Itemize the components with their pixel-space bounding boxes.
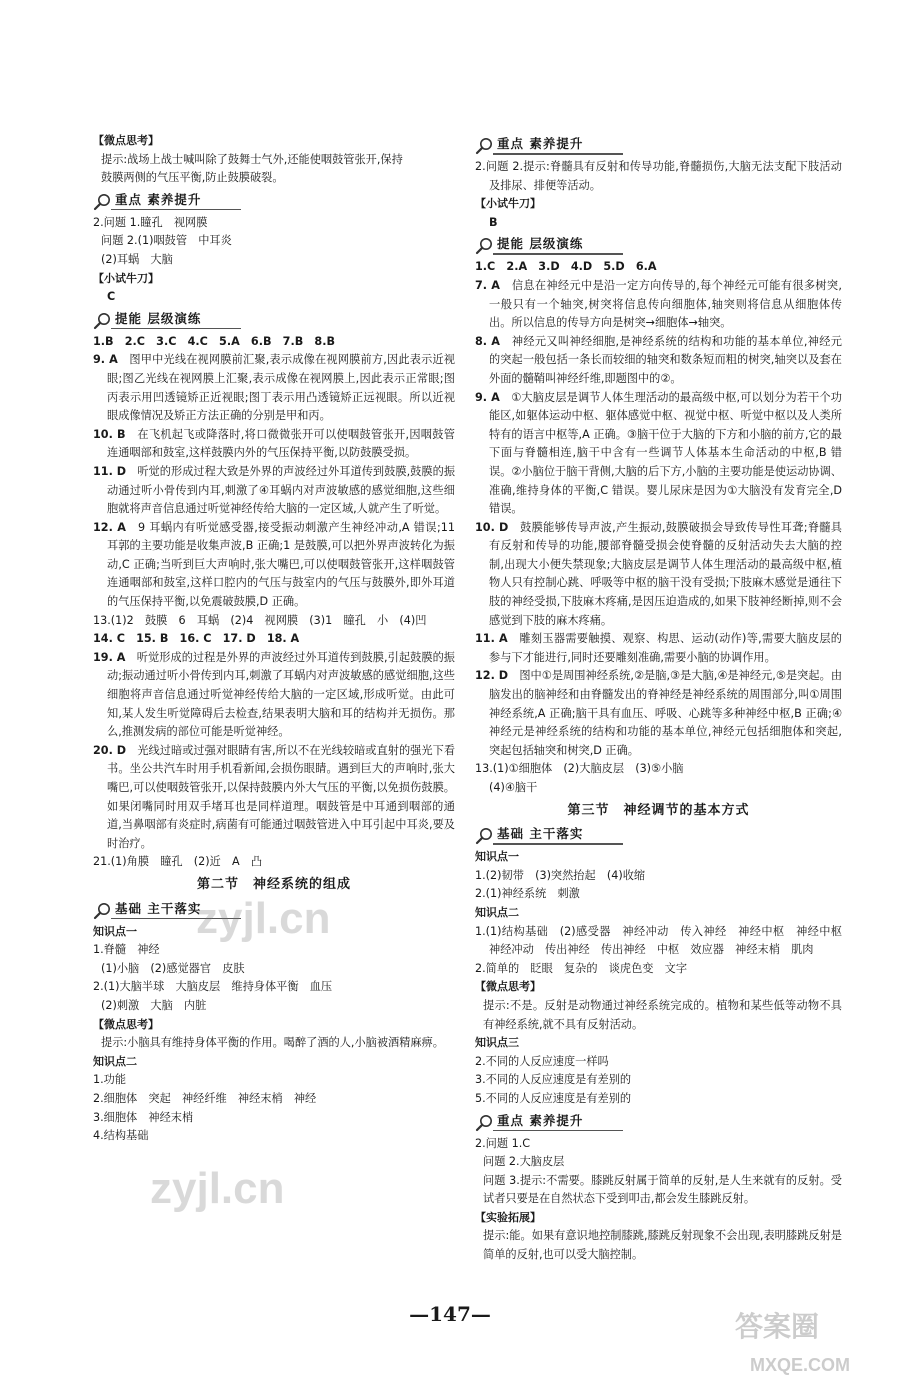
answer-item: 12. A 9 耳蜗内有听觉感受器,接受振动刺激产生神经冲动,A 错误;11 耳郭的主要功能是收集声波,B 正确;1 是鼓膜,可以把外界声波转化为振动,C 正确;当听到巨大声响时,张大嘴巴,可以使咽鼓管张开,这样咽鼓管连通咽部和鼓室,这样口腔内的气压与鼓室内的气压与鼓膜外,即外耳道的气压保持平衡,以免震破鼓膜,D 正确。 [93, 520, 455, 609]
knowledge-label: 知识点二 [475, 905, 519, 919]
answer-item: 13.(1)2 鼓膜 6 耳蜗 (2)4 视网膜 (3)1 瞳孔 小 (4)凹 [93, 613, 427, 627]
answer-line: 问题 2.(1)咽鼓管 中耳炎 [101, 234, 232, 248]
section-header: 重点 素养提升 [475, 1111, 842, 1133]
answer-item: 11. D 听觉的形成过程大致是外界的声波经过外耳道传到鼓膜,鼓膜的振动通过听小骨传到内耳,刺激了④耳蜗内对声波敏感的感觉细胞,这些细胞就将声音信息通过听觉神经传给大脑的一定区域,人就产生了听觉。 [93, 464, 456, 516]
tip-text: 提示:战场上战士喊叫除了鼓舞士气外,还能使咽鼓管张开,保持 鼓膜两侧的气压平衡,防止鼓膜破裂。 [101, 152, 403, 185]
experiment-label: 【实验拓展】 [475, 1210, 541, 1224]
section-header: 重点 素养提升 [475, 134, 842, 156]
magnifier-icon [475, 137, 493, 155]
answer-line: 1.C 2.A 3.D 4.D 5.D 6.A [475, 260, 657, 274]
magnifier-icon [475, 1114, 493, 1132]
tip-text: 提示:不是。反射是动物通过神经系统完成的。植物和某些低等动物不具有神经系统,就不具有反射活动。 [483, 998, 842, 1031]
magnifier-icon [475, 827, 493, 845]
section-header: 基础 主干落实 [93, 899, 455, 921]
answer-line: 问题 2.大脑皮层 [483, 1155, 565, 1169]
answer-item: 12. D 图中①是周围神经系统,②是脑,③是大脑,④是神经元,⑤是突起。由脑发出的脑神经和由脊髓发出的脊神经是神经系统的周围部分,叫①周围神经系统,A 正确;脑干具有血压、呼吸、心跳等多种神经中枢,B 正确;④神经元是神经系统的结构和功能的基本单位,神经元包括细胞体和突起,突起包括轴突和树突,D 正确。 [475, 669, 843, 757]
answer-item: 7. A 信息在神经元中是沿一定方向传导的,每个神经元可能有很多树突,一般只有一个轴突,树突将信息传向细胞体,轴突则将信息从细胞体传出。所以信息的传导方向是树突→细胞体→轴突。 [475, 278, 842, 330]
watermark-corner: 答案圈 [735, 1311, 820, 1342]
answer-line: 2.问题 1.C [475, 1136, 531, 1150]
answer-line: 21.(1)角膜 瞳孔 (2)近 A 凸 [93, 855, 263, 869]
answer-line: 2.(1)大脑半球 大脑皮层 维持身体平衡 血压 [93, 980, 333, 994]
knife-answer: C [107, 290, 116, 304]
answer-line: 2.简单的 眨眼 复杂的 谈虎色变 文字 [475, 961, 688, 975]
watermark-corner: MXQE.COM [750, 1355, 851, 1375]
section-header: 基础 主干落实 [475, 824, 842, 846]
answer-line: 问题 3.提示:不需要。膝跳反射属于简单的反射,是人生来就有的反射。受试者只要是在自然状态下受到叩击,都会发生膝跳反射。 [483, 1173, 842, 1206]
answer-line: 4.结构基础 [93, 1129, 149, 1143]
knowledge-label: 知识点一 [475, 850, 519, 864]
knowledge-label: 知识点二 [93, 1054, 137, 1068]
answer-line: (2)耳蜗 大脑 [101, 252, 173, 266]
answer-line: 2.问题 1.瞳孔 视网膜 [93, 215, 208, 229]
answer-item: 9. A 图甲中光线在视网膜前汇聚,表示成像在视网膜前方,因此表示近视眼;图乙光线在视网膜上汇聚,表示成像在视网膜上,因此表示正常眼;图丙表示用凹透镜矫正近视眼;图丁表示用凸透镜矫正远视眼。所以近视眼成像情况及矫正方法正确的分别是甲和丙。 [93, 353, 455, 423]
magnifier-icon [93, 312, 111, 330]
tip-label: 【微点思考】 [93, 1017, 159, 1031]
watermark-center: zyjl.cn [196, 894, 331, 943]
section-header: 提能 层级演练 [93, 309, 455, 331]
magnifier-icon [475, 237, 493, 255]
answer-item: 8. A 神经元又叫神经细胞,是神经系统的结构和功能的基本单位,神经元的突起一般包括一条长而较细的轴突和数条短而粗的树突,轴突以及套在外面的髓鞘叫神经纤维,即题图中的②。 [475, 334, 842, 385]
knife-answer: B [489, 215, 498, 229]
section-title: 第二节 神经系统的组成 [196, 876, 351, 892]
answer-line: 1.功能 [93, 1073, 127, 1087]
section-title: 第三节 神经调节的基本方式 [567, 802, 750, 818]
answer-item: 11. A 雕刻玉器需要触摸、观察、构思、运动(动作)等,需要大脑皮层的参与下才能进行,同时还要雕刻准确,需要小脑的协调作用。 [475, 632, 842, 664]
answer-line: 3.不同的人反应速度是有差别的 [475, 1073, 632, 1087]
answer-line: 14. C 15. B 16. C 17. D 18. A [93, 632, 300, 646]
knowledge-label: 知识点一 [93, 924, 137, 938]
page-number: —147— [409, 1302, 491, 1326]
answer-line: 5.不同的人反应速度是有差别的 [475, 1091, 632, 1105]
answer-line: 1.(2)韧带 (3)突然抬起 (4)收缩 [475, 868, 646, 882]
knife-label: 【小试牛刀】 [93, 271, 159, 285]
answer-line: (4)④脑干 [489, 781, 538, 794]
answer-item: 19. A 听觉形成的过程是外界的声波经过外耳道传到鼓膜,引起鼓膜的振动;振动通过听小骨传到内耳,刺激了耳蜗内对声波敏感的感觉细胞,这些细胞将声音信息通过听觉神经传给大脑的一定区域,形成听觉。由此可知,某人发生听觉障碍后去检查,结果表明大脑和耳的结构并无损伤。那么,推测发病的部位可能是听觉神经。 [93, 650, 455, 739]
answer-line: 2.问题 2.提示:脊髓具有反射和传导功能,脊髓损伤,大脑无法支配下肢活动及排尿、排便等活动。 [475, 160, 842, 192]
answer-line: 1.(1)结构基础 (2)感受器 神经冲动 传入神经 神经中枢 神经中枢 神经冲动 传出神经 传出神经 中枢 效应器 神经末梢 肌肉 [475, 924, 854, 957]
answer-item: 10. B 在飞机起飞或降落时,将口微微张开可以使咽鼓管张开,因咽鼓管连通咽部和鼓室,这样鼓膜内外的气压保持平衡,以防鼓膜受损。 [93, 427, 455, 460]
section-header: 提能 层级演练 [475, 234, 842, 256]
answer-line: (1)小脑 (2)感觉器官 皮肤 [101, 961, 245, 975]
tip-label: 【微点思考】 [475, 980, 541, 994]
tip-text: 提示:能。如果有意识地控制膝跳,膝跳反射现象不会出现,表明膝跳反射是简单的反射,也可以受大脑控制。 [483, 1229, 842, 1262]
tip-label: 【微点思考】 [93, 134, 159, 147]
answer-line: 2.细胞体 突起 神经纤维 神经末梢 神经 [93, 1091, 317, 1105]
answer-line: 13.(1)①细胞体 (2)大脑皮层 (3)⑤小脑 [475, 762, 684, 776]
answer-line: 3.细胞体 神经末梢 [93, 1110, 194, 1124]
answer-line: 1.脊髓 神经 [93, 943, 160, 957]
answer-item: 9. A ①大脑皮层是调节人体生理活动的最高级中枢,可以划分为若干个功能区,如躯体运动中枢、躯体感觉中枢、视觉中枢、听觉中枢以及人类所特有的语言中枢等,A 正确。③脑干位于大脑的下方和小脑的前方,它的最下面与脊髓相连,脑干中含有一些调节人体基本生命活动的中枢,B 错误。②小脑位于脑干背侧,大脑的后下方,小脑的主要功能是使运动协调、准确,维持身体的平衡,C 错误。婴儿尿床是因为①大脑没有发育完全,D 错误。 [475, 390, 842, 516]
watermark-center: zyjl.cn [150, 1164, 285, 1213]
answer-line: (2)刺激 大脑 内脏 [101, 998, 207, 1012]
answer-line: 1.B 2.C 3.C 4.C 5.A 6.B 7.B 8.B [93, 334, 335, 348]
answer-item: 10. D 鼓膜能够传导声波,产生振动,鼓膜破损会导致传导性耳聋;脊髓具有反射和传导的功能,腰部脊髓受损会使脊髓的反射活动失去大脑的控制,出现大小便失禁现象;大脑皮层是调节人体生理活动的最高级中枢,植物人只有控制心跳、呼吸等中枢的脑干没有受损;下肢麻木感觉是通往下肢的神经受损,下肢麻木疼痛,是因压迫造成的,如果下肢神经断掉,则不会感觉到下肢的麻木疼痛。 [475, 520, 842, 627]
tip-text: 提示:小脑具有维持身体平衡的作用。喝醉了酒的人,小脑被酒精麻痹。 [101, 1036, 444, 1050]
knowledge-label: 知识点三 [475, 1036, 519, 1050]
magnifier-icon [93, 193, 111, 211]
answer-line: 2.(1)神经系统 刺激 [475, 887, 580, 901]
section-header: 重点 素养提升 [93, 190, 455, 212]
left-column [93, 132, 455, 1146]
answer-line: 2.不同的人反应速度一样吗 [475, 1054, 609, 1068]
magnifier-icon [93, 902, 111, 920]
knife-label: 【小试牛刀】 [475, 197, 541, 211]
right-column [475, 132, 854, 1265]
answer-item: 20. D 光线过暗或过强对眼睛有害,所以不在光线较暗或直射的强光下看书。坐公共汽车时用手机看新闻,会损伤眼睛。遇到巨大的声响时,张大嘴巴,可以使咽鼓管张开,以保持鼓膜内外大气压的平衡,以免损伤鼓膜。如果闭嘴同时用双手堵耳也是同样道理。咽鼓管是中耳通到咽部的通道,当鼻咽部有炎症时,病菌有可能通过咽鼓管进入中耳引起中耳炎,要及时治疗。 [93, 743, 456, 850]
